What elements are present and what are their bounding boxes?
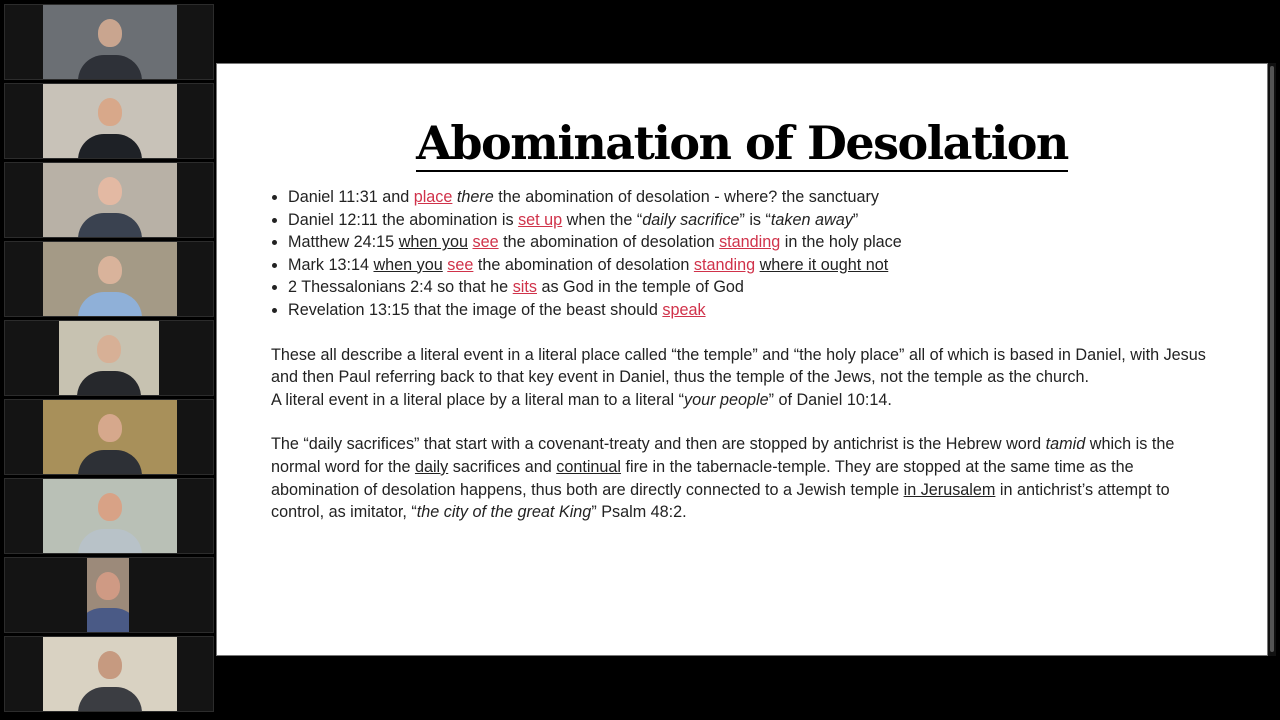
- text-run: Matthew 24:15: [288, 233, 399, 252]
- bullet-item: [288, 254, 1221, 277]
- text-run: standing: [693, 255, 756, 274]
- participant-figure: [78, 485, 142, 554]
- slide-title: Abomination of Desolation: [416, 116, 1068, 170]
- text-run: speak: [662, 300, 706, 319]
- participant-video-tile[interactable]: [4, 399, 214, 475]
- text-run: ” of Daniel 10:14.: [768, 390, 892, 409]
- text-run: place: [413, 188, 453, 206]
- slide-body: [271, 186, 1221, 524]
- participant-figure: [87, 564, 129, 633]
- participant-video: [43, 5, 177, 80]
- text-run: your people: [683, 390, 769, 409]
- paragraph-3: [271, 433, 1221, 523]
- participant-video: [43, 84, 177, 159]
- text-run: there: [456, 188, 494, 206]
- participant-video-tile[interactable]: [4, 557, 214, 633]
- participant-video-tile[interactable]: [4, 636, 214, 712]
- bullet-item: [288, 299, 1221, 322]
- text-run: the abomination of desolation: [473, 255, 694, 274]
- bullet-item: [288, 186, 1221, 209]
- participant-video: [59, 321, 159, 396]
- text-run: in the holy place: [780, 233, 902, 252]
- text-run: ”: [852, 210, 859, 229]
- participant-figure: [78, 11, 142, 80]
- participant-video: [43, 163, 177, 238]
- text-run: when you: [373, 255, 443, 274]
- text-run: taken away: [770, 210, 853, 229]
- text-run: Revelation 13:15 that the image of the beast should: [288, 300, 663, 319]
- text-run: These all describe a literal event in a literal place called “the temple” and “the holy place” all of which is based in Daniel, with Jesus and then Paul referring back to that key event in Daniel, thus the temple of the Jews, not the temple as the church.: [271, 345, 1206, 387]
- bullet-item: [288, 209, 1221, 232]
- text-run: when the “: [562, 210, 643, 229]
- bullet-item: [288, 276, 1221, 299]
- participant-video-tile[interactable]: [4, 162, 214, 238]
- text-run: which is the normal word for the: [271, 435, 1175, 476]
- participant-video: [43, 242, 177, 317]
- text-run: when you: [398, 233, 468, 252]
- participant-video: [87, 558, 129, 633]
- participant-video-tile[interactable]: [4, 83, 214, 159]
- text-run: daily: [414, 457, 449, 476]
- text-run: the abomination of desolation - where? the sanctuary: [493, 188, 879, 206]
- participant-figure: [78, 248, 142, 317]
- text-run: set up: [518, 210, 563, 229]
- text-run: standing: [719, 233, 781, 252]
- participant-video-tile[interactable]: [4, 478, 214, 554]
- text-run: Mark 13:14: [288, 255, 374, 274]
- text-run: continual: [556, 457, 622, 476]
- participant-video: [43, 637, 177, 712]
- text-run: as God in the temple of God: [536, 278, 744, 297]
- text-run: A literal event in a literal place by a literal man to a literal “: [271, 390, 684, 409]
- text-run: sacrifices and: [448, 457, 557, 476]
- text-run: tamid: [1045, 435, 1086, 454]
- participant-video-tile[interactable]: [4, 320, 214, 396]
- text-run: the abomination of desolation: [498, 233, 720, 252]
- text-run: ” is “: [739, 210, 771, 229]
- text-run: where it ought not: [759, 255, 889, 274]
- bullet-list: [271, 186, 1221, 322]
- participant-video: [43, 400, 177, 475]
- participant-figure: [78, 643, 142, 712]
- participant-figure: [78, 169, 142, 238]
- text-run: see: [472, 233, 499, 252]
- participant-figure: [77, 327, 141, 396]
- paragraph-2: [271, 389, 1221, 412]
- participant-figure: [78, 406, 142, 475]
- participant-video-tile[interactable]: [4, 241, 214, 317]
- paragraph-1: [271, 344, 1221, 389]
- text-run: in antichrist’s attempt to control, as imitator, “: [271, 480, 1170, 522]
- text-run: in Jerusalem: [903, 480, 996, 499]
- text-run: daily sacrifice: [642, 210, 740, 229]
- text-run: fire in the tabernacle-temple. They are stopped at the same time as the abomination of desolation happens, thus both are directly connected to a Jewish temple: [271, 457, 1134, 499]
- scrollbar-thumb[interactable]: [1270, 66, 1274, 652]
- participant-figure: [78, 90, 142, 159]
- participant-video: [43, 479, 177, 554]
- text-run: The “daily sacrifices” that start with a covenant-treaty and then are stopped by antichrist is the Hebrew word: [271, 435, 1046, 454]
- participant-video-tile[interactable]: [4, 4, 214, 80]
- text-run: the city of the great King: [416, 503, 592, 522]
- text-run: Daniel 11:31 and: [288, 188, 414, 206]
- text-run: ” Psalm 48:2.: [591, 503, 687, 522]
- text-run: see: [447, 255, 474, 274]
- vertical-scrollbar[interactable]: [1268, 63, 1276, 656]
- shared-slide: [216, 63, 1268, 656]
- text-run: 2 Thessalonians 2:4 so that he: [288, 278, 513, 297]
- text-run: Daniel 12:11 the abomination is: [288, 210, 519, 229]
- bullet-item: [288, 231, 1221, 254]
- text-run: sits: [512, 278, 537, 297]
